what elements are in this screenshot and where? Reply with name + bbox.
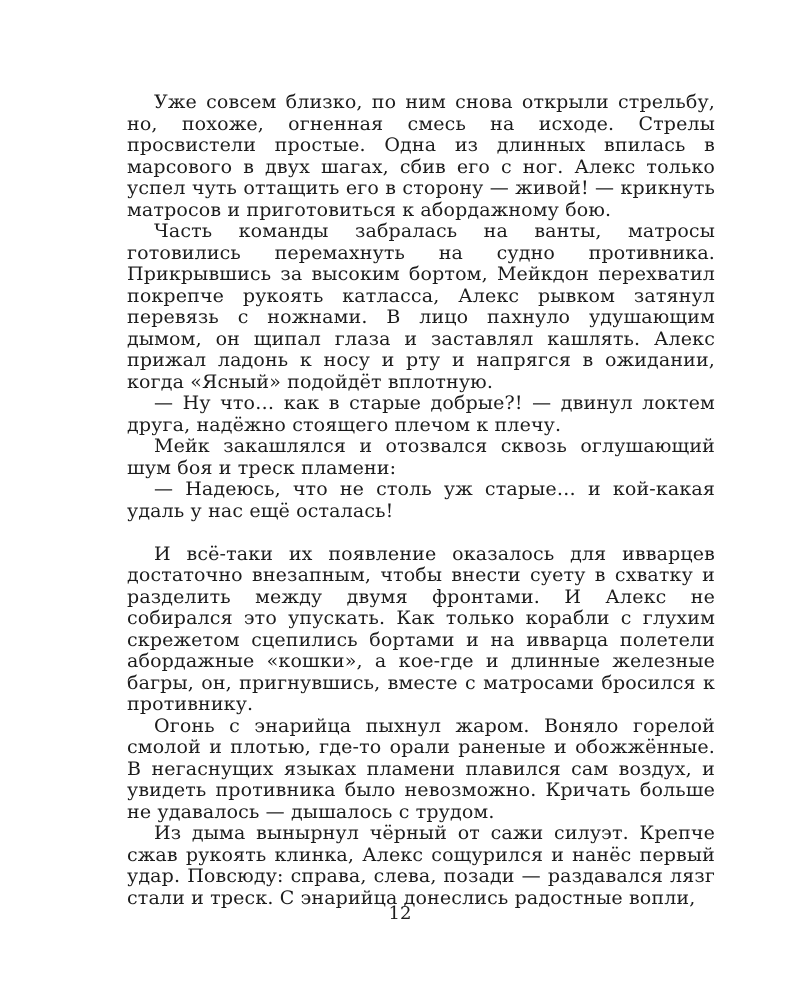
section-break xyxy=(127,522,715,544)
paragraph: Часть команды забралась на ванты, матросы готовились перемахнуть на судно противника. Прикрывшись за высоким бортом, Мейкдон перехватил покрепче рукоять катласса, Алекс рывком затянул перевязь с ножнами. В лицо пахнуло удушающим дымом, он щипал глаза и заставлял кашлять. Алекс прижал ладонь к носу и рту и напрягся в ожидании, когда «Ясный» подойдёт вплотную. xyxy=(127,220,715,393)
paragraph: Уже совсем близко, по ним снова открыли стрельбу, но, похоже, огненная смесь на исходе. Стрелы просвистели простые. Одна из длинных впилась в марсового в двух шагах, сбив его с ног. Алекс только успел чуть оттащить его в сторону — живой! — крикнуть матросов и приготовиться к абордажному бою. xyxy=(127,91,715,221)
paragraph: Мейк закашлялся и отозвался сквозь оглушающий шум боя и треск пламени: xyxy=(127,435,715,479)
paragraph: — Надеюсь, что не столь уж старые… и кой-какая удаль у нас ещё осталась! xyxy=(127,478,715,522)
paragraph: Огонь с энарийца пыхнул жаром. Воняло горелой смолой и плотью, где-то орали раненые и обожжённые. В негаснущих языках пламени плавился сам воздух, и увидеть противника было невозможно. Кричать больше не удавалось — дышалось с трудом. xyxy=(127,714,715,823)
paragraph: И всё-таки их появление оказалось для ивварцев достаточно внезапным, чтобы внести суету в схватку и разделить между двумя фронтами. И Алекс не собирался это упускать. Как только корабли с глухим скрежетом сцепились бортами и на ивварца полетели абордажные «кошки», а кое-где и длинные железные багры, он, пригнувшись, вместе с матросами бросился к противнику. xyxy=(127,542,715,715)
page-number: 12 xyxy=(388,903,412,924)
paragraph: — Ну что… как в старые добрые?! — двинул локтем друга, надёжно стоящего плечом к плечу. xyxy=(127,392,715,436)
paragraph: Из дыма вынырнул чёрный от сажи силуэт. Крепче сжав рукоять клинка, Алекс сощурился и нанёс первый удар. Повсюду: справа, слева, позади — раздавался лязг стали и треск. С энарийца донеслись радостные вопли, xyxy=(127,822,715,909)
main-text xyxy=(127,92,715,909)
